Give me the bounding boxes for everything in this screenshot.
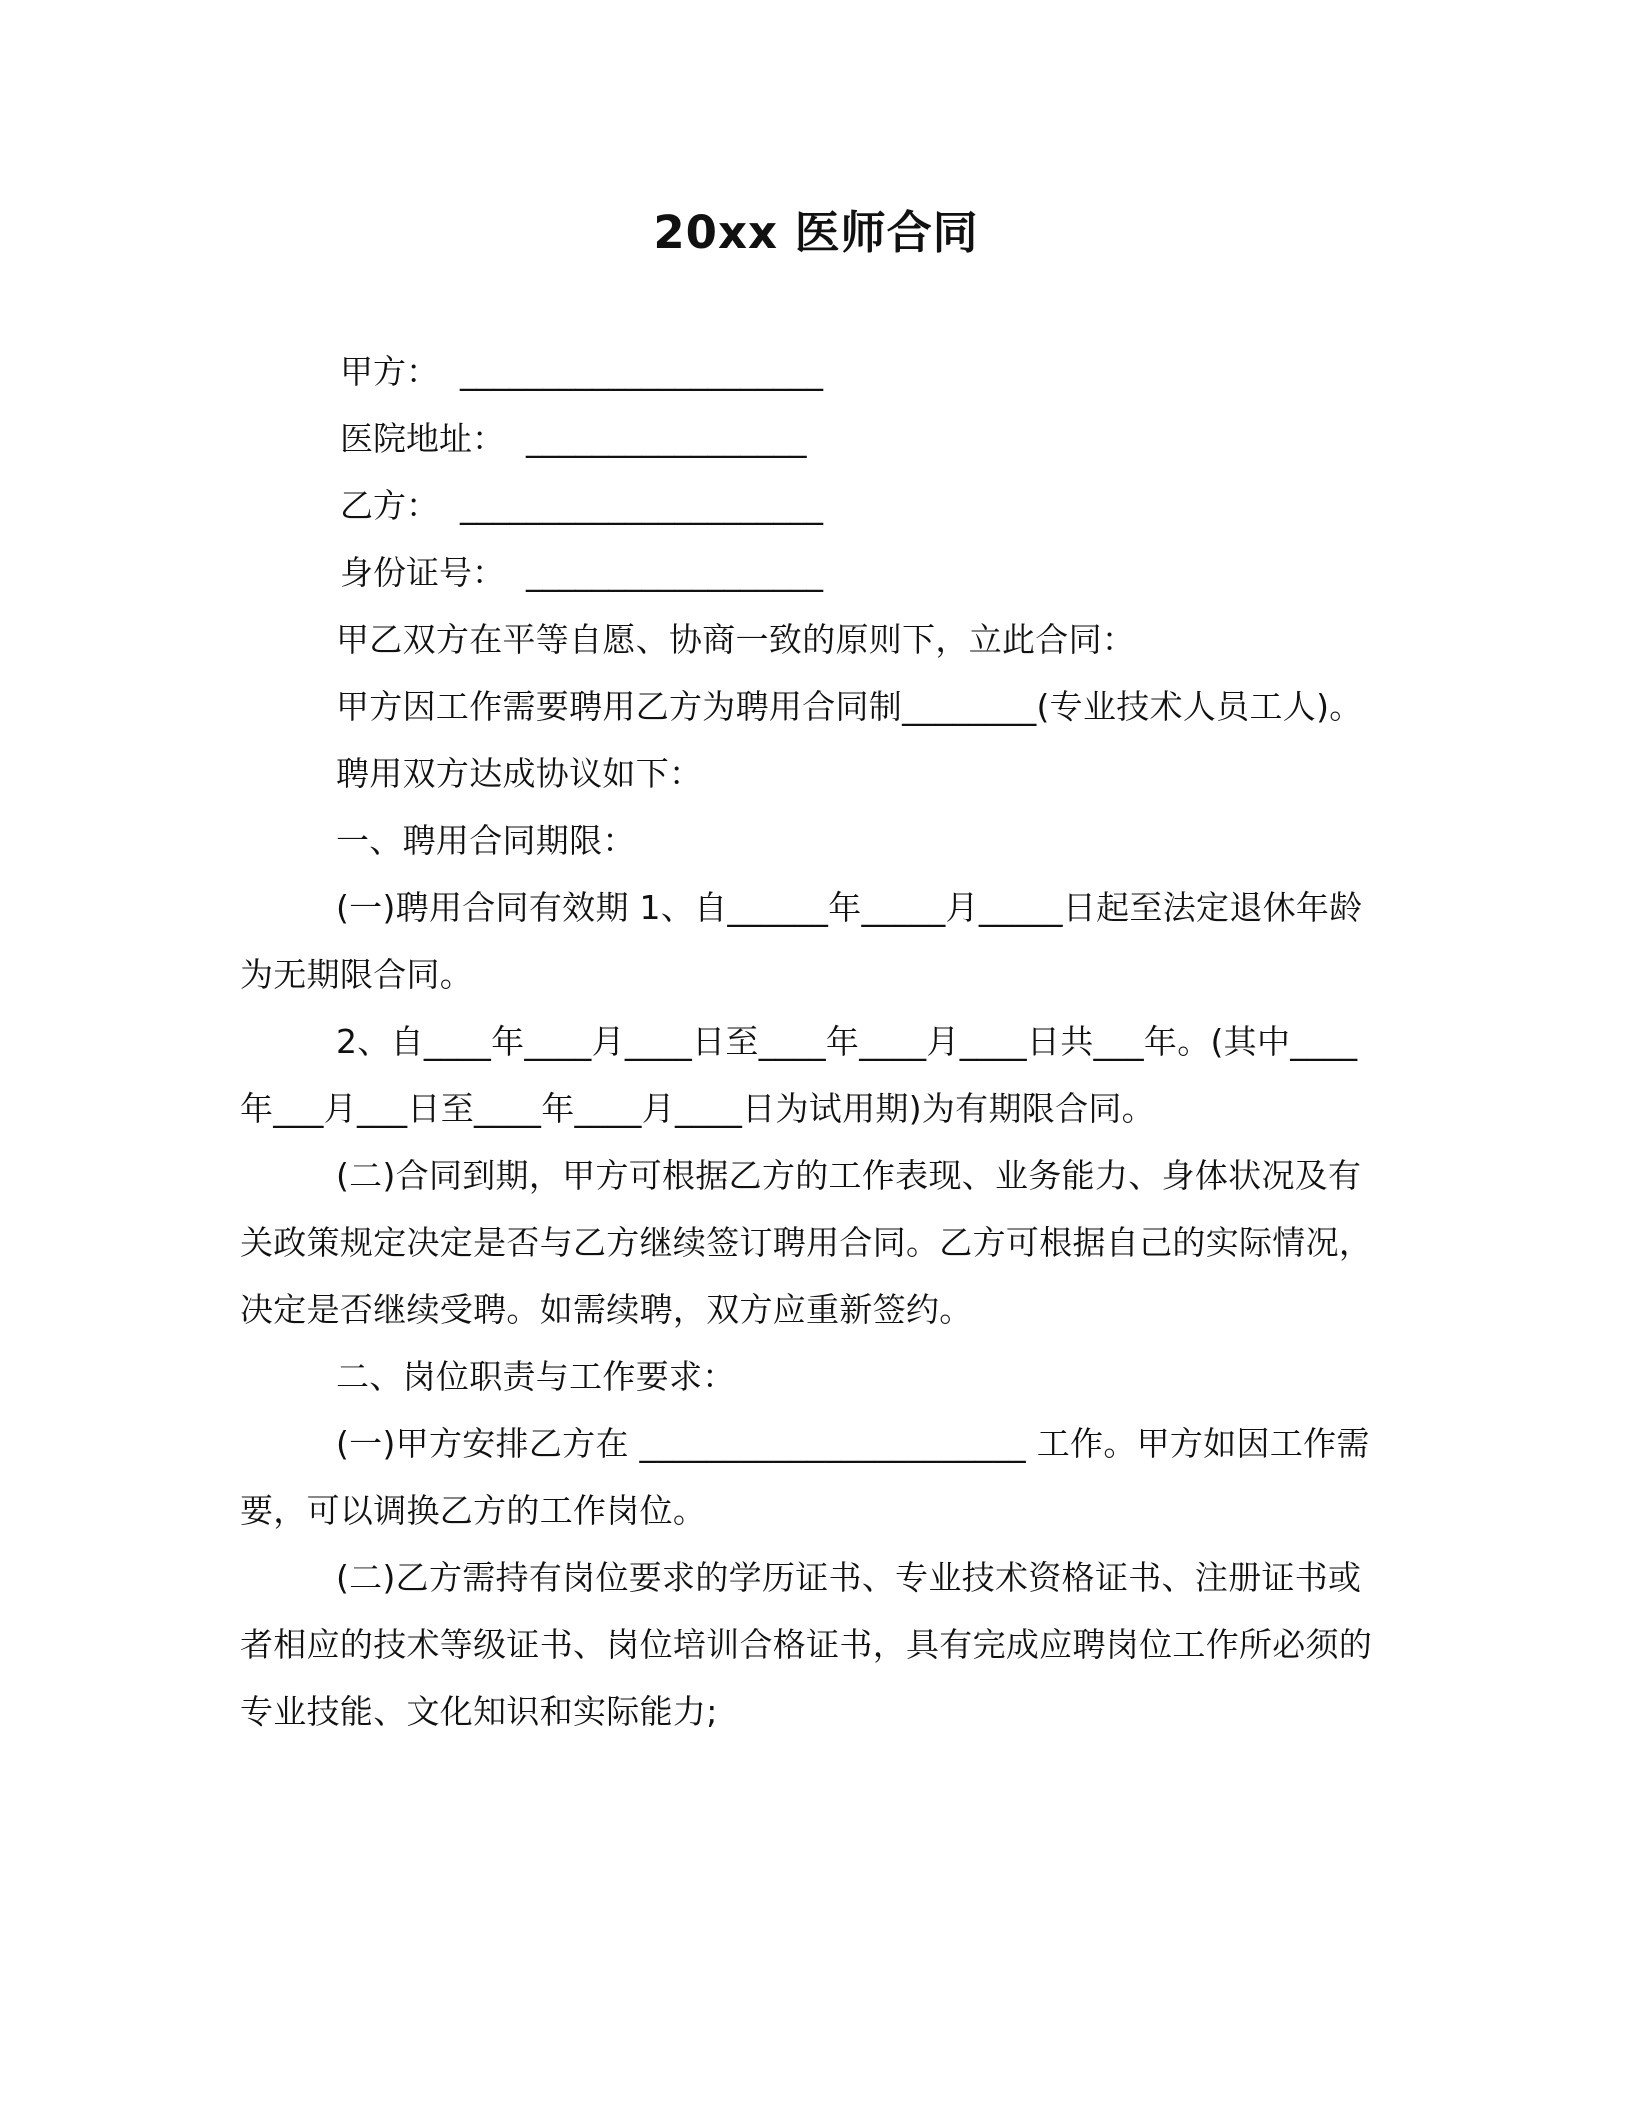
clause-1-1-2: 2、自____年____月____日至____年____月____日共___年。(其中____年___月___日至____年____月____日为试用期)为有期限合同。 (240, 1022, 1358, 1128)
section-2-heading: 二、岗位职责与工作要求： (336, 1357, 736, 1396)
document-body (240, 338, 1390, 1745)
id-number-field: 身份证号： __________________ (340, 553, 823, 592)
preamble-paragraph: 甲乙双方在平等自愿、协商一致的原则下，立此合同： (336, 620, 1136, 659)
hiring-paragraph: 甲方因工作需要聘用乙方为聘用合同制________(专业技术人员工人)。 (336, 687, 1363, 726)
document-title: 20xx 医师合同 (653, 206, 979, 259)
clause-1-2: (二)合同到期，甲方可根据乙方的工作表现、业务能力、身体状况及有关政策规定决定是否与乙方继续签订聘用合同。乙方可根据自己的实际情况，决定是否继续受聘。如需续聘，双方应重新签约。 (240, 1156, 1373, 1329)
party-b-field: 乙方： ______________________ (340, 486, 823, 525)
hospital-address-field: 医院地址： _________________ (340, 419, 807, 458)
party-a-field: 甲方： ______________________ (340, 352, 823, 391)
clause-1-1: (一)聘用合同有效期 1、自______年_____月_____日起至法定退休年龄为无期限合同。 (240, 888, 1363, 994)
section-1-heading: 一、聘用合同期限： (336, 821, 636, 860)
clause-2-1: (一)甲方安排乙方在 _______________________ 工作。甲方如因工作需要，可以调换乙方的工作岗位。 (240, 1424, 1370, 1530)
agreement-intro: 聘用双方达成协议如下： (336, 754, 703, 793)
clause-2-2: (二)乙方需持有岗位要求的学历证书、专业技术资格证书、注册证书或者相应的技术等级证书、岗位培训合格证书，具有完成应聘岗位工作所必须的专业技能、文化知识和实际能力; (240, 1558, 1373, 1731)
